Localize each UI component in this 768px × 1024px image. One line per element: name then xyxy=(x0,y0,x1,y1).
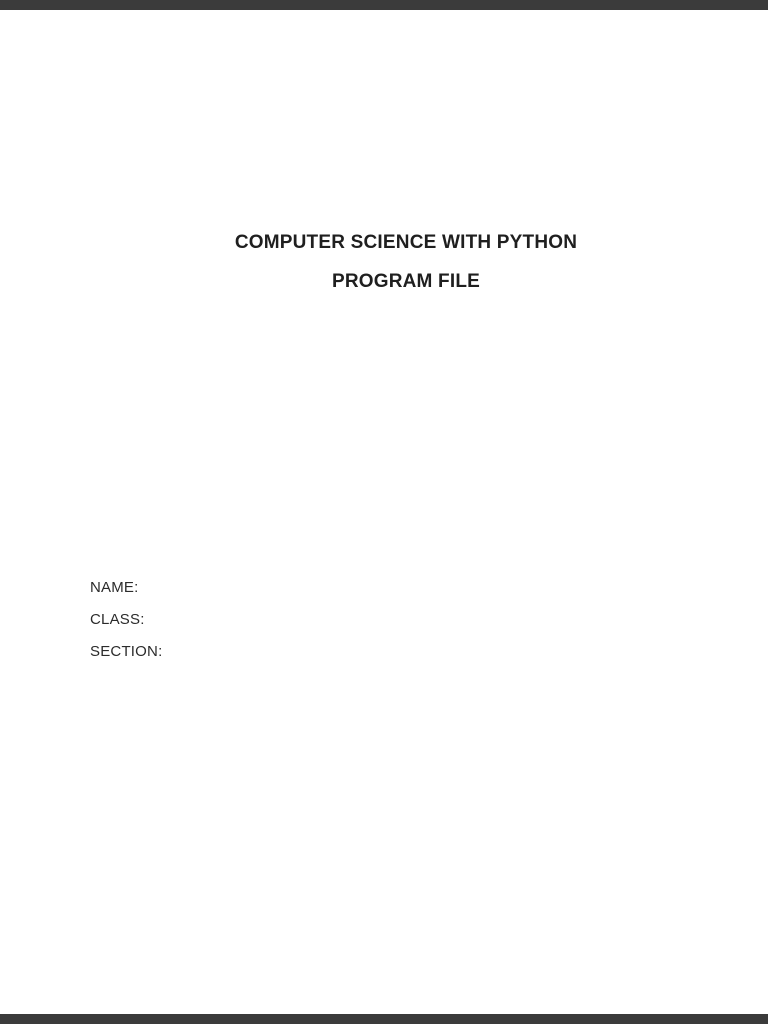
document-subtitle: PROGRAM FILE xyxy=(331,271,481,292)
document-page xyxy=(0,10,768,1014)
viewer-bottom-bar xyxy=(0,1014,768,1024)
class-label: CLASS: xyxy=(90,611,145,628)
document-title: COMPUTER SCIENCE WITH PYTHON xyxy=(234,232,578,253)
name-label: NAME: xyxy=(90,579,139,596)
section-label: SECTION: xyxy=(90,643,163,660)
viewer-top-bar xyxy=(0,0,768,10)
